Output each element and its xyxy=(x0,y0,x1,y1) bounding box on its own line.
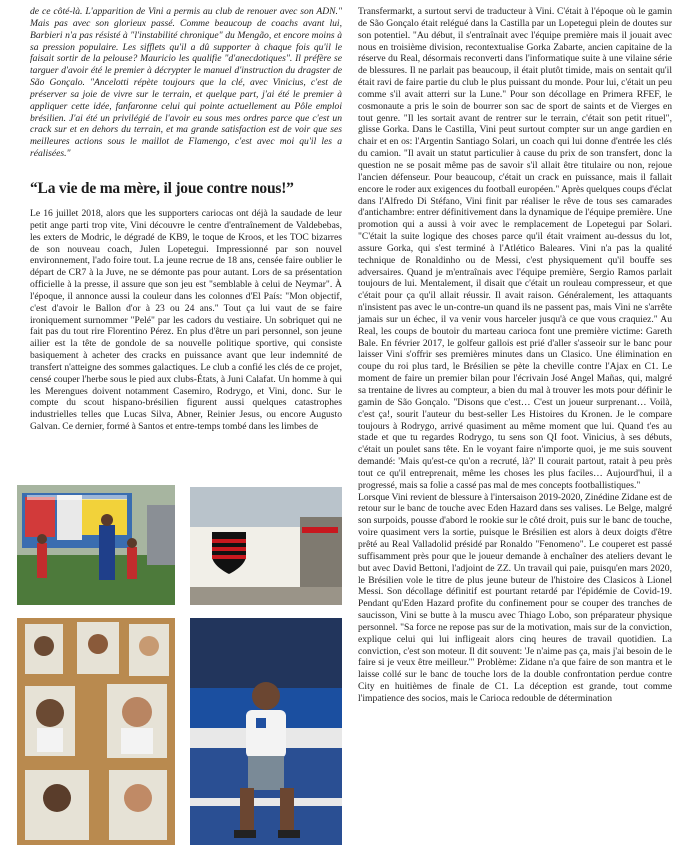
photo-collage xyxy=(17,485,342,845)
photo-kids-banner xyxy=(17,485,175,605)
left-paragraph-1: de ce côté-là. L'apparition de Vini a permis au club de renouer avec son ADN." Mais pas avec son glorieux passé. Comme beaucoup de coachs avant lui, Barbieri n'a pas résisté à "l'instabilité chronique" du Mengão, et encore moins à sa pression populaire. Les sifflets qu'il a dû supporter à chaque fois qu'il le faisait sortir de la pelouse? Mauricio les qualifie "d'anecdotiques". Il préfère se targuer d'avoir été le premier à décrypter le manuel d'instruction du dragster de São Gonçalo. "Ancelotti répète toujours que la clé, avec Vinicius, c'est de préserver sa joie de vivre sur le terrain, et quelque part, j'ai été le premier à appliquer cette idée, fanfaronne celui qui pointe actuellement au Pôle emploi brésilien. J'ai été un privilégié de l'avoir eu sous mes ordres parce que c'est un crack sur et en dehors du terrain, et ma grande satisfaction est de voir que ses meilleures actions sous le maillot de Flamengo, c'est avec moi qu'il les a réalisées." xyxy=(30,6,342,160)
right-paragraph-2: Lorsque Vini revient de blessure à l'intersaison 2019-2020, Zinédine Zidane est de retour sur le banc de touche avec Eden Hazard dans ses valises. Le Belge, malgré son surpoids, pousse d'abord le rookie sur le côté droit, puis sur le banc de touche, voire quasiment vers la sortie, puisque le Brésilien est alors à deux doigts d'être prêté au Real Valladolid présidé par Ronaldo "Fenomeno". Le couperet est passé suffisamment près pour que le joueur demande à enchaîner des ateliers devant le but avec David Bettoni, l'adjoint de ZZ. Un travail qui paie, puisqu'en mars 2020, le Brésilien vole le titre de plus jeune buteur de l'histoire des Clasicos à Lionel Messi. Son décollage définitif est pourtant retardé par l'épidémie de Covid-19. Pendant qu'Eden Hazard profite du confinement pour se couper des tranches de saucisson, Vini se butte à la muscu avec Thiago Lobo, son préparateur physique personnel. "Sa force ne repose pas sur de la motivation, mais sur de la conviction, explique celui qui lui infligeait alors cinq heures de travail quotidien. La conviction, c'est son moteur. Il dit souvent: 'Je n'aime pas ça, mais j'ai besoin de le faire si je veux être meilleur.'" Problème: Zidane n'a que faire de son mantra et le laisse collé sur le banc de touche lors de la double confrontation perdue contre City en huitièmes de finale de C1. La déception est grande, tout comme l'impatience des socios, mais le Carioca redouble de détermination xyxy=(358,491,672,704)
photo-kids-banner-image xyxy=(17,485,175,605)
photo-youth-id-cards-image xyxy=(17,618,175,845)
photo-flamengo-wall-image xyxy=(190,487,342,605)
right-paragraph-1: Transfermarkt, a surtout servi de traducteur à Vini. C'était à l'époque où le gamin de São Gonçalo était relégué dans la Castilla par un Lopetegui plein de doutes sur son potentiel. "Au début, il s'entraînait avec l'équipe première mais il jouait avec nous en troisième division, recontextualise Gorka Zabarte, ancien capitaine de la réserve du Real, désormais reconverti dans l'informatique suite à une vilaine série de blessures. Il ne parlait pas beaucoup, il était plutôt timide, mais on sentait qu'il était ravi de faire partie du club le plus puissant du monde. Pour lui, c'était un peu comme s'il avait atterri sur la Lune." Pour son décollage en Primera RFEF, le cosmonaute a pris le soin de bourrer son sac de sport de saints et de Vierges en tout genre. "Il les sortait avant de rentrer sur le terrain, c'était son petit rituel", glisse Gorka. Dans le Castilla, Vini peut surtout compter sur un ange gardien en chair et en os: l'Argentin Santiago Solari, un coach qui lui donne d'entrée les clés du camion. "Il avait un statut particulier à cause du prix de son transfert, donc la question ne se posait même pas de savoir s'il allait être titulaire ou non, rejoue l'ancien défenseur. Pour beaucoup, c'était un crack en puissance, mais il fallait encore le roder aux exigences du football européen." Après quelques coups d'éclat dans l'Alfredo Di Stéfano, Vini finit par réaliser le rêve de tous ses camarades d'antichambre: entrer définitivement dans la dynamique de l'équipe première. Une promotion qui a aussi à voir avec le remplacement de Lopetegui par Solari. "C'était la suite logique des choses parce qu'il était vraiment au-dessus du lot, assure Gorka, qui s'est terminé à l'Atlético Baleares. Vini n'a pas la qualité technique de Ronaldinho ou de Messi, c'est physiquement qu'il bouffe ses adversaires. Quand je m'entraînais avec l'équipe première, Sergio Ramos parlait toujours de lui. Mentalement, il disait que c'était un rouleau compresseur, et que c'était pour ça qu'il allait réussir. Il avait raison. Généralement, les attaquants n'insistent pas avec le un-contre-un quand ils ne passent pas, mais Vini ne s'arrête jamais sur un échec, il va venir vous harceler jusqu'à ce que vous craquiez." Au Real, les coups de boutoir du marteau carioca font une première victime: Gareth Bale. En février 2017, le golfeur gallois est prié d'aller s'asseoir sur le banc pour laisser Vini s'offrir ses premières minutes dans un Clasico. Une élimination en coupe du roi plus tard, le Brésilien se pète la cheville contre l'Ajax en C1. Le moment de faire un premier bilan pour l'écrivain José Angel Mañas, qui, malgré sa trentaine de livres au compteur, a bien du mal à trouver les mots pour définir le gamin de São Gonçalo. "Disons que c'est… C'est un joueur surprenant… Voilà, c'est ça!, sourit l'auteur du best-seller Les Histoires du Kronen. Je le compare toujours à Rodrygo, arrivé quasiment au même moment que lui. Quand t'es au stade et que tu regardes Rodrygo, tu sens son QI foot. Vinicius, à ses débuts, c'était un poulet sans tête. En le voyant faire n'importe quoi, je me suis souvent demandé: 'Mais qu'est-ce qu'on a recruté, là?' Il courait partout, ratait à peu près tout ce qu'il entreprenait, même les choses les plus faciles… Aujourd'hui, il a progressé, mais sa folie a cassé pas mal de mes concepts footballistiques." xyxy=(358,6,672,491)
photo-flamengo-wall xyxy=(190,487,342,605)
photo-youth-id-cards xyxy=(17,618,175,845)
left-column xyxy=(30,6,342,433)
photo-man-stands xyxy=(190,618,342,845)
right-body xyxy=(358,6,672,705)
left-body xyxy=(30,6,342,160)
section-heading: “La vie de ma mère, il joue contre nous!” xyxy=(30,179,294,197)
left-body-2 xyxy=(30,208,342,433)
photo-man-stands-image xyxy=(190,618,342,845)
left-paragraph-2: Le 16 juillet 2018, alors que les supporters cariocas ont déjà la saudade de leur petit ange parti trop vite, Vini découvre le centre d'entraînement de Valdebebas, les exters de Modric, le dégradé de KB9, le toque de Kroos, et les TOC bizarres de son nouveau coach, Julen Lopetegui. Impressionné par son nouvel environnement, l'ado foire tout. La jeune recrue de 18 ans, censée faire oublier le départ de CR7 à la Juve, ne se démonte pas pour autant. Lors de sa présentation officielle à la presse, il assure que son jeu est "semblable à celui de Neymar". À l'époque, il annonce aussi la couleur dans les colonnes d'El País: "Mon objectif, c'est d'avoir le Ballon d'or à 23 ou 24 ans." Tout ça lui vaut de se faire ironiquement surnommer "Pelé" par les cadors du vestiaire. Un sobriquet qui ne fait pas du tout rire Florentino Pérez. En plus d'être un pari personnel, son jeune ailier est la tête de gondole de sa nouvelle politique sportive, qui consiste basiquement à acheter des cracks en puissance avant que leur indemnité de transfert n'atteigne des sommes galactiques. Le club a confié les clés de ce projet, censé couper l'herbe sous le pied aux clubs-États, à Juni Calafat. Un homme à qui les Merengues doivent notamment Casemiro, Rodrygo, et Vini, donc. Sur le compte du scout hispano-brésilien figurent aussi quelques catastrophes industrielles telles que Lucas Silva, Abner, Reinier Jesus, ou encore Augusto Galvan. Ce dernier, formé à Santos et entre-temps tombé dans les limbes de xyxy=(30,207,342,433)
right-column xyxy=(358,6,672,705)
